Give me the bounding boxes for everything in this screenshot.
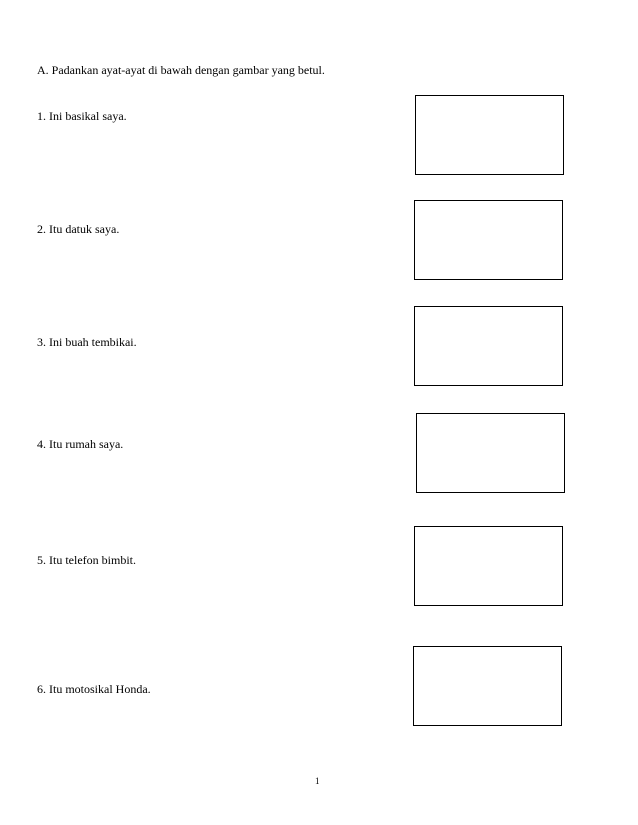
item-6-sentence: 6. Itu motosikal Honda.: [37, 682, 151, 696]
item-4-sentence: 4. Itu rumah saya.: [37, 437, 124, 451]
item-5-answer-box[interactable]: [414, 526, 563, 606]
worksheet-instruction: A. Padankan ayat-ayat di bawah dengan gambar yang betul.: [37, 63, 325, 77]
page-number: 1: [315, 776, 320, 786]
item-1-sentence: 1. Ini basikal saya.: [37, 109, 127, 123]
item-3-sentence: 3. Ini buah tembikai.: [37, 335, 137, 349]
item-2-sentence: 2. Itu datuk saya.: [37, 222, 120, 236]
item-1-answer-box[interactable]: [415, 95, 564, 175]
item-2-answer-box[interactable]: [414, 200, 563, 280]
item-5-sentence: 5. Itu telefon bimbit.: [37, 553, 136, 567]
item-4-answer-box[interactable]: [416, 413, 565, 493]
item-3-answer-box[interactable]: [414, 306, 563, 386]
item-6-answer-box[interactable]: [413, 646, 562, 726]
